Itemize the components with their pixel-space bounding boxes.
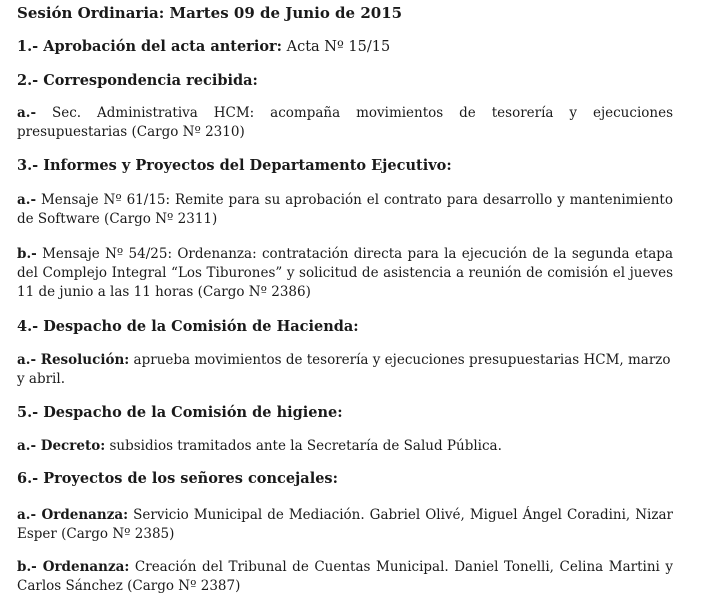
section-6-item-a: [17, 506, 673, 544]
item-text: Creación del Tribunal de Cuentas Municipal. Daniel Tonelli, Celina Martini y Carlos Sánchez (Cargo Nº 2387): [17, 559, 673, 594]
item-marker: a.-: [17, 192, 37, 208]
section-6-item-b: [17, 558, 673, 596]
section-3-item-b: [17, 245, 673, 302]
section-5-heading: 5.- Despacho de la Comisión de higiene:: [17, 404, 343, 421]
section-1-value: Acta Nº 15/15: [282, 39, 391, 55]
section-4-item-a: [17, 351, 673, 389]
section-2-item-a: [17, 104, 673, 142]
section-5-item-a: [17, 437, 673, 456]
item-marker: a.- Decreto:: [17, 438, 106, 454]
session-title: Sesión Ordinaria: Martes 09 de Junio de 2015: [17, 4, 403, 22]
item-marker: b.-: [17, 246, 37, 262]
section-2-heading: 2.- Correspondencia recibida:: [17, 72, 258, 89]
item-text: Mensaje Nº 61/15: Remite para su aprobación el contrato para desarrollo y mantenimiento de Software (Cargo Nº 2311): [17, 192, 673, 227]
item-marker: b.- Ordenanza:: [17, 559, 130, 575]
section-3-heading: 3.- Informes y Proyectos del Departamento Ejecutivo:: [17, 157, 452, 174]
item-marker: a.- Ordenanza:: [17, 507, 129, 523]
section-6-heading: 6.- Proyectos de los señores concejales:: [17, 470, 338, 487]
item-text: Mensaje Nº 54/25: Ordenanza: contratación directa para la ejecución de la segunda etapa del Complejo Integral “Los Tiburones” y solicitud de asistencia a reunión de comisión el jueves 11 de junio a las 11 horas (Cargo Nº 2386): [17, 246, 673, 300]
item-text: Sec. Administrativa HCM: acompaña movimientos de tesorería y ejecuciones presupuestarias (Cargo Nº 2310): [17, 105, 673, 140]
section-3-item-a: [17, 191, 673, 229]
item-marker: a.- Resolución:: [17, 352, 130, 368]
item-text: aprueba movimientos de tesorería y ejecuciones presupuestarias HCM, marzo y abril.: [17, 352, 671, 387]
item-text: subsidios tramitados ante la Secretaría de Salud Pública.: [105, 438, 502, 454]
item-text: Servicio Municipal de Mediación. Gabriel Olivé, Miguel Ángel Coradini, Nizar Esper (Cargo Nº 2385): [17, 507, 673, 542]
item-marker: a.-: [17, 105, 37, 121]
section-1-heading: [17, 38, 390, 56]
section-1-title: 1.- Aprobación del acta anterior:: [17, 38, 282, 55]
section-4-heading: 4.- Despacho de la Comisión de Hacienda:: [17, 318, 359, 335]
